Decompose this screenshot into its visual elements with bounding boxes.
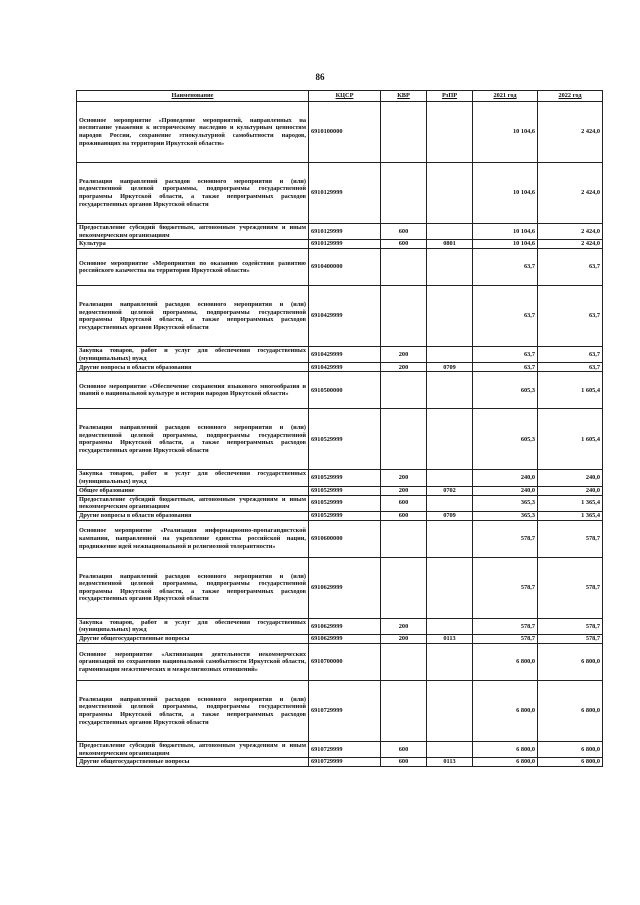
table-row <box>77 634 603 643</box>
row-2021: 605,3 <box>473 372 538 409</box>
row-2021: 578,7 <box>473 634 538 643</box>
row-rzpr <box>427 249 473 286</box>
row-2022: 6 800,0 <box>538 643 603 680</box>
row-kcsr: 6910629999 <box>309 618 381 634</box>
row-rzpr <box>427 741 473 757</box>
page-number: 86 <box>315 72 325 82</box>
row-kcsr: 6910400000 <box>309 249 381 286</box>
header-kcsr: КЦСР <box>309 91 381 102</box>
table-row <box>77 758 603 767</box>
row-rzpr: 0709 <box>427 511 473 520</box>
row-name: Основное мероприятие «Активизация деятельности некоммерческих организаций по сохранению национальной самобытности Иркутской области, гармонизации межэтнических и межрелигиозных отношений» <box>77 643 309 680</box>
row-2021: 578,7 <box>473 557 538 618</box>
row-2021: 6 800,0 <box>473 643 538 680</box>
row-kvr: 600 <box>381 495 427 511</box>
row-name: Закупка товаров, работ и услуг для обеспечения государственных (муниципальных) нужд <box>77 618 309 634</box>
row-name: Реализация направлений расходов основного мероприятия и (или) ведомственной целевой программы, подпрограммы государственной программы Иркутской области, а также непрограммных расходов государственных органов Иркутской области <box>77 557 309 618</box>
row-2021: 6 800,0 <box>473 741 538 757</box>
row-2021: 63,7 <box>473 347 538 363</box>
header-2022: 2022 год <box>538 91 603 102</box>
row-2021: 365,3 <box>473 511 538 520</box>
row-kvr: 200 <box>381 618 427 634</box>
row-kvr: 200 <box>381 363 427 372</box>
row-kcsr: 6910729999 <box>309 741 381 757</box>
row-kcsr: 6910429999 <box>309 363 381 372</box>
row-2021: 578,7 <box>473 618 538 634</box>
row-name: Основное мероприятие «Проведение мероприятий, направленных на воспитание уважения к историческому наследию и культурным ценностям народов России, сохранение этнокультурной самобытности народов, проживающих на территории Иркутской области» <box>77 102 309 163</box>
row-rzpr <box>427 347 473 363</box>
row-name: Культура <box>77 240 309 249</box>
row-kcsr: 6910129999 <box>309 163 381 224</box>
row-name: Другие вопросы в области образования <box>77 363 309 372</box>
row-name: Предоставление субсидий бюджетным, автономным учреждениям и иным некоммерческим организациям <box>77 741 309 757</box>
row-kvr <box>381 249 427 286</box>
row-kvr: 200 <box>381 347 427 363</box>
row-rzpr <box>427 495 473 511</box>
row-2021: 240,0 <box>473 486 538 495</box>
row-kvr <box>381 163 427 224</box>
table-row <box>77 741 603 757</box>
row-kcsr: 6910429999 <box>309 286 381 347</box>
row-2022: 6 800,0 <box>538 680 603 741</box>
row-kcsr: 6910529999 <box>309 495 381 511</box>
table-row <box>77 347 603 363</box>
header-rzpr: РзПР <box>427 91 473 102</box>
row-name: Основное мероприятие «Мероприятия по оказанию содействия развитию российского казачества на территории Иркутской области» <box>77 249 309 286</box>
table-row <box>77 511 603 520</box>
row-kvr: 200 <box>381 470 427 486</box>
row-name: Основное мероприятие «Реализация информационно-пропагандистской кампании, направленной на укрепление единства российской нации, продвижение идей межнациональной и религиозной толерантности» <box>77 520 309 557</box>
row-rzpr <box>427 643 473 680</box>
row-kcsr: 6910629999 <box>309 634 381 643</box>
row-kcsr: 6910529999 <box>309 486 381 495</box>
row-kvr <box>381 372 427 409</box>
header-row <box>77 91 603 102</box>
row-2021: 63,7 <box>473 363 538 372</box>
row-2022: 2 424,0 <box>538 240 603 249</box>
row-2022: 63,7 <box>538 249 603 286</box>
row-2022: 578,7 <box>538 520 603 557</box>
row-kvr: 200 <box>381 486 427 495</box>
row-kcsr: 6910100000 <box>309 102 381 163</box>
row-kvr <box>381 557 427 618</box>
row-name: Предоставление субсидий бюджетным, автономным учреждениям и иным некоммерческим организациям <box>77 495 309 511</box>
table-row <box>77 520 603 557</box>
row-name: Реализация направлений расходов основного мероприятия и (или) ведомственной целевой программы, подпрограммы государственной программы Иркутской области, а также непрограммных расходов государственных органов Иркутской области <box>77 286 309 347</box>
table-row <box>77 643 603 680</box>
row-name: Другие вопросы в области образования <box>77 511 309 520</box>
row-kvr: 600 <box>381 758 427 767</box>
row-kcsr: 6910700000 <box>309 643 381 680</box>
row-rzpr: 0113 <box>427 758 473 767</box>
row-rzpr <box>427 557 473 618</box>
row-2021: 10 104,6 <box>473 102 538 163</box>
row-name: Реализация направлений расходов основного мероприятия и (или) ведомственной целевой программы, подпрограммы государственной программы Иркутской области, а также непрограммных расходов государственных органов Иркутской области <box>77 409 309 470</box>
row-name: Закупка товаров, работ и услуг для обеспечения государственных (муниципальных) нужд <box>77 347 309 363</box>
row-kvr <box>381 680 427 741</box>
row-2022: 240,0 <box>538 486 603 495</box>
row-2022: 2 424,0 <box>538 163 603 224</box>
row-2022: 578,7 <box>538 634 603 643</box>
row-2022: 6 800,0 <box>538 741 603 757</box>
table-row <box>77 680 603 741</box>
row-name: Основное мероприятие «Обеспечение сохранения языкового многообразия и знаний о национальной культуре и истории народов Иркутской области» <box>77 372 309 409</box>
row-rzpr <box>427 409 473 470</box>
row-rzpr <box>427 470 473 486</box>
row-kvr: 600 <box>381 240 427 249</box>
table-row <box>77 249 603 286</box>
row-2021: 365,3 <box>473 495 538 511</box>
row-kvr <box>381 286 427 347</box>
row-2022: 63,7 <box>538 363 603 372</box>
table-row <box>77 409 603 470</box>
row-kvr: 600 <box>381 224 427 240</box>
row-kcsr: 6910729999 <box>309 680 381 741</box>
row-kvr <box>381 520 427 557</box>
row-rzpr <box>427 163 473 224</box>
row-kcsr: 6910729999 <box>309 758 381 767</box>
row-2022: 1 605,4 <box>538 409 603 470</box>
row-kcsr: 6910500000 <box>309 372 381 409</box>
row-2022: 6 800,0 <box>538 758 603 767</box>
row-2021: 10 104,6 <box>473 240 538 249</box>
row-2021: 63,7 <box>473 286 538 347</box>
row-kvr: 600 <box>381 511 427 520</box>
row-name: Закупка товаров, работ и услуг для обеспечения государственных (муниципальных) нужд <box>77 470 309 486</box>
header-kvr: КВР <box>381 91 427 102</box>
table-row <box>77 224 603 240</box>
row-kcsr: 6910429999 <box>309 347 381 363</box>
row-kvr <box>381 102 427 163</box>
row-2021: 578,7 <box>473 520 538 557</box>
row-2022: 1 605,4 <box>538 372 603 409</box>
row-2021: 10 104,6 <box>473 163 538 224</box>
row-kvr <box>381 643 427 680</box>
table-row <box>77 486 603 495</box>
row-2022: 578,7 <box>538 557 603 618</box>
row-rzpr <box>427 102 473 163</box>
header-2021: 2021 год <box>473 91 538 102</box>
row-kvr: 600 <box>381 741 427 757</box>
table-row <box>77 470 603 486</box>
row-2022: 1 365,4 <box>538 511 603 520</box>
row-2022: 1 365,4 <box>538 495 603 511</box>
table-row <box>77 286 603 347</box>
row-2021: 6 800,0 <box>473 680 538 741</box>
row-2021: 605,3 <box>473 409 538 470</box>
row-name: Предоставление субсидий бюджетным, автономным учреждениям и иным некоммерческим организациям <box>77 224 309 240</box>
table-row <box>77 618 603 634</box>
row-rzpr <box>427 618 473 634</box>
row-rzpr: 0801 <box>427 240 473 249</box>
row-name: Общее образование <box>77 486 309 495</box>
table-row <box>77 240 603 249</box>
table-row <box>77 102 603 163</box>
row-2021: 6 800,0 <box>473 758 538 767</box>
table-row <box>77 163 603 224</box>
table-row <box>77 557 603 618</box>
row-rzpr: 0113 <box>427 634 473 643</box>
row-2022: 2 424,0 <box>538 224 603 240</box>
row-rzpr <box>427 680 473 741</box>
row-2021: 63,7 <box>473 249 538 286</box>
row-rzpr <box>427 286 473 347</box>
row-kcsr: 6910129999 <box>309 224 381 240</box>
row-2022: 2 424,0 <box>538 102 603 163</box>
row-2021: 240,0 <box>473 470 538 486</box>
row-kcsr: 6910529999 <box>309 511 381 520</box>
row-name: Реализация направлений расходов основного мероприятия и (или) ведомственной целевой программы, подпрограммы государственной программы Иркутской области, а также непрограммных расходов государственных органов Иркутской области <box>77 163 309 224</box>
table-row <box>77 495 603 511</box>
row-name: Другие общегосударственные вопросы <box>77 758 309 767</box>
row-kcsr: 6910629999 <box>309 557 381 618</box>
row-name: Реализация направлений расходов основного мероприятия и (или) ведомственной целевой программы, подпрограммы государственной программы Иркутской области, а также непрограммных расходов государственных органов Иркутской области <box>77 680 309 741</box>
row-kcsr: 6910600000 <box>309 520 381 557</box>
budget-table <box>76 90 603 767</box>
table-row <box>77 372 603 409</box>
row-2021: 10 104,6 <box>473 224 538 240</box>
row-rzpr <box>427 520 473 557</box>
row-rzpr: 0709 <box>427 363 473 372</box>
row-2022: 63,7 <box>538 286 603 347</box>
row-rzpr <box>427 224 473 240</box>
row-kvr <box>381 409 427 470</box>
row-kcsr: 6910129999 <box>309 240 381 249</box>
row-kcsr: 6910529999 <box>309 409 381 470</box>
row-kcsr: 6910529999 <box>309 470 381 486</box>
row-rzpr <box>427 372 473 409</box>
header-name: Наименование <box>77 91 309 102</box>
row-2022: 240,0 <box>538 470 603 486</box>
row-2022: 63,7 <box>538 347 603 363</box>
row-name: Другие общегосударственные вопросы <box>77 634 309 643</box>
row-kvr: 200 <box>381 634 427 643</box>
table-row <box>77 363 603 372</box>
row-rzpr: 0702 <box>427 486 473 495</box>
row-2022: 578,7 <box>538 618 603 634</box>
